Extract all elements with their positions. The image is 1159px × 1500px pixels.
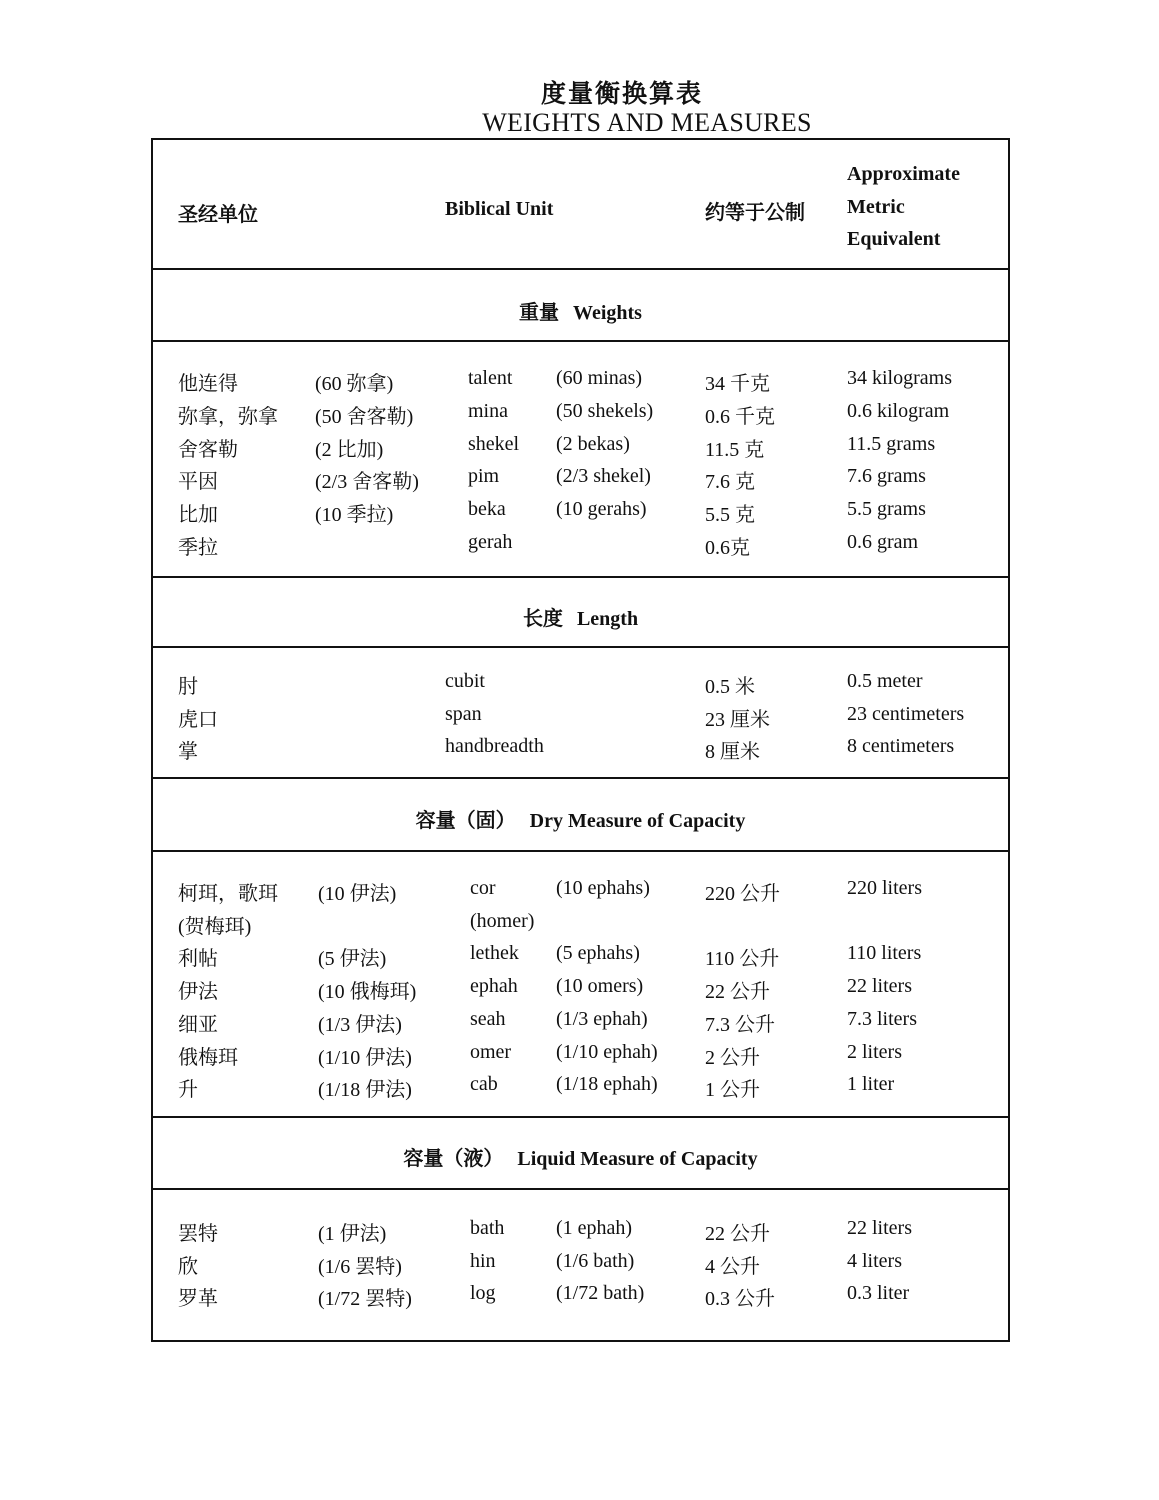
metric-cn-cell: 110 公升 — [705, 948, 780, 970]
biblical-sub-cell: (1/3 ephah) — [556, 1008, 648, 1030]
metric-cn-cell: 7.3 公升 — [705, 1014, 775, 1036]
metric-cn-cell: 0.6克 — [705, 537, 750, 559]
header-cn-unit: 圣经单位 — [178, 204, 258, 226]
biblical-sub-cell: (1/10 ephah) — [556, 1041, 658, 1063]
biblical-unit-cell: (homer) — [470, 910, 535, 932]
cn-unit-cell: 平因 — [178, 471, 218, 493]
metric-en-cell: 0.5 meter — [847, 670, 923, 692]
cn-unit-cell: 伊法 — [178, 981, 218, 1003]
cn-sub-cell: (10 伊法) — [318, 883, 397, 905]
biblical-unit-cell: omer — [470, 1041, 512, 1063]
cn-sub-cell: (1 伊法) — [318, 1223, 387, 1245]
metric-en-cell: 22 liters — [847, 975, 912, 997]
metric-en-cell: 0.3 liter — [847, 1282, 910, 1304]
cn-unit-cell: 肘 — [178, 676, 198, 698]
liquid-top-divider — [151, 1116, 1010, 1118]
cn-unit-cell: 细亚 — [178, 1014, 218, 1036]
biblical-unit-cell: span — [445, 703, 482, 725]
cn-sub-cell: (10 季拉) — [315, 504, 394, 526]
cn-sub-cell: (60 弥拿) — [315, 373, 394, 395]
metric-cn-cell: 4 公升 — [705, 1256, 760, 1278]
cn-sub-cell: (10 俄梅珥) — [318, 981, 417, 1003]
metric-cn-cell: 22 公升 — [705, 981, 770, 1003]
metric-en-cell: 22 liters — [847, 1217, 912, 1239]
metric-cn-cell: 34 千克 — [705, 373, 770, 395]
cn-sub-cell: (2/3 舍客勒) — [315, 471, 419, 493]
cn-unit-cell: 舍客勒 — [178, 439, 238, 461]
cn-sub-cell: (2 比加) — [315, 439, 384, 461]
metric-cn-cell: 220 公升 — [705, 883, 780, 905]
metric-en-cell: 7.3 liters — [847, 1008, 917, 1030]
biblical-unit-cell: cubit — [445, 670, 485, 692]
cn-unit-cell: 掌 — [178, 741, 198, 763]
biblical-sub-cell: (1/6 bath) — [556, 1250, 635, 1272]
biblical-unit-cell: pim — [468, 465, 500, 487]
metric-en-cell: 5.5 grams — [847, 498, 926, 520]
cn-unit-cell: 虎口 — [178, 709, 218, 731]
weights-divider — [151, 340, 1010, 342]
metric-en-cell: 4 liters — [847, 1250, 902, 1272]
cn-sub-cell: (5 伊法) — [318, 948, 387, 970]
cn-unit-cell: 柯珥，歌珥 — [178, 883, 278, 905]
dry-top-divider — [151, 777, 1010, 779]
cn-unit-cell: 利帖 — [178, 948, 218, 970]
metric-en-cell: 8 centimeters — [847, 735, 955, 757]
metric-en-cell: 0.6 gram — [847, 531, 919, 553]
length-top-divider — [151, 576, 1010, 578]
header-metric-line1: Approximate — [847, 163, 960, 185]
section-cn: 容量（固） — [415, 810, 516, 832]
metric-cn-cell: 0.5 米 — [705, 676, 755, 698]
metric-en-cell: 220 liters — [847, 877, 922, 899]
cn-unit-cell: 比加 — [178, 504, 218, 526]
metric-cn-cell: 22 公升 — [705, 1223, 770, 1245]
length-divider — [151, 646, 1010, 648]
metric-en-cell: 110 liters — [847, 942, 922, 964]
biblical-unit-cell: beka — [468, 498, 506, 520]
metric-en-cell: 23 centimeters — [847, 703, 965, 725]
biblical-unit-cell: lethek — [470, 942, 519, 964]
metric-en-cell: 0.6 kilogram — [847, 400, 950, 422]
metric-cn-cell: 2 公升 — [705, 1047, 760, 1069]
biblical-sub-cell: (10 ephahs) — [556, 877, 650, 899]
metric-cn-cell: 0.3 公升 — [705, 1288, 775, 1310]
header-cn-metric: 约等于公制 — [705, 202, 805, 224]
section-title-liquid — [151, 1142, 1010, 1171]
biblical-sub-cell: (1 ephah) — [556, 1217, 633, 1239]
metric-en-cell: 11.5 grams — [847, 433, 936, 455]
section-cn: 长度 — [522, 608, 563, 630]
biblical-unit-cell: cab — [470, 1073, 498, 1095]
biblical-unit-cell: ephah — [470, 975, 518, 997]
biblical-unit-cell: mina — [468, 400, 508, 422]
section-en: Dry Measure of Capacity — [529, 810, 746, 832]
metric-cn-cell: 7.6 克 — [705, 471, 755, 493]
biblical-sub-cell: (60 minas) — [556, 367, 643, 389]
title-english: WEIGHTS AND MEASURES — [482, 108, 812, 137]
cn-unit-cell: 俄梅珥 — [178, 1047, 238, 1069]
header-metric-line3: Equivalent — [847, 228, 941, 250]
biblical-sub-cell: (10 gerahs) — [556, 498, 647, 520]
section-cn: 容量（液） — [403, 1148, 504, 1170]
title-chinese: 度量衡换算表 — [540, 81, 703, 108]
section-title-dry — [151, 804, 1010, 833]
header-metric-line2: Metric — [847, 196, 905, 218]
biblical-unit-cell: gerah — [468, 531, 513, 553]
section-title-weights — [151, 296, 1010, 325]
header-divider — [151, 268, 1010, 270]
metric-cn-cell: 23 厘米 — [705, 709, 770, 731]
dry-divider — [151, 850, 1010, 852]
liquid-divider — [151, 1188, 1010, 1190]
biblical-unit-cell: hin — [470, 1250, 496, 1272]
biblical-sub-cell: (10 omers) — [556, 975, 644, 997]
metric-cn-cell: 0.6 千克 — [705, 406, 775, 428]
cn-unit-cell: 季拉 — [178, 537, 218, 559]
section-en: Liquid Measure of Capacity — [517, 1148, 758, 1170]
section-title-length — [151, 602, 1010, 631]
biblical-unit-cell: cor — [470, 877, 496, 899]
biblical-sub-cell: (5 ephahs) — [556, 942, 640, 964]
cn-unit-cell: 升 — [178, 1079, 198, 1101]
header-biblical-unit: Biblical Unit — [445, 198, 554, 220]
biblical-unit-cell: seah — [470, 1008, 506, 1030]
metric-cn-cell: 11.5 克 — [705, 439, 765, 461]
cn-unit-cell: 他连得 — [178, 373, 238, 395]
biblical-sub-cell: (1/72 bath) — [556, 1282, 645, 1304]
cn-sub-cell: (1/3 伊法) — [318, 1014, 402, 1036]
cn-sub-cell: (1/18 伊法) — [318, 1079, 412, 1101]
cn-unit-cell: 罗革 — [178, 1288, 218, 1310]
metric-en-cell: 1 liter — [847, 1073, 895, 1095]
biblical-unit-cell: handbreadth — [445, 735, 544, 757]
cn-sub-cell: (1/72 罢特) — [318, 1288, 412, 1310]
cn-unit-cell: 罢特 — [178, 1223, 218, 1245]
biblical-unit-cell: shekel — [468, 433, 520, 455]
biblical-sub-cell: (1/18 ephah) — [556, 1073, 658, 1095]
metric-cn-cell: 1 公升 — [705, 1079, 760, 1101]
cn-sub-cell: (1/10 伊法) — [318, 1047, 412, 1069]
biblical-sub-cell: (2/3 shekel) — [556, 465, 651, 487]
metric-en-cell: 34 kilograms — [847, 367, 952, 389]
metric-cn-cell: 5.5 克 — [705, 504, 755, 526]
section-en: Weights — [573, 302, 642, 324]
section-en: Length — [576, 608, 639, 630]
biblical-unit-cell: log — [470, 1282, 496, 1304]
biblical-sub-cell: (50 shekels) — [556, 400, 654, 422]
metric-cn-cell: 8 厘米 — [705, 741, 760, 763]
cn-unit-cell: 弥拿，弥拿 — [178, 406, 278, 428]
metric-en-cell: 7.6 grams — [847, 465, 926, 487]
cn-unit-cell: (贺梅珥) — [178, 916, 252, 938]
metric-en-cell: 2 liters — [847, 1041, 902, 1063]
biblical-unit-cell: bath — [470, 1217, 505, 1239]
cn-sub-cell: (50 舍客勒) — [315, 406, 414, 428]
cn-sub-cell: (1/6 罢特) — [318, 1256, 402, 1278]
biblical-unit-cell: talent — [468, 367, 513, 389]
section-cn: 重量 — [519, 302, 560, 324]
cn-unit-cell: 欣 — [178, 1256, 198, 1278]
biblical-sub-cell: (2 bekas) — [556, 433, 630, 455]
